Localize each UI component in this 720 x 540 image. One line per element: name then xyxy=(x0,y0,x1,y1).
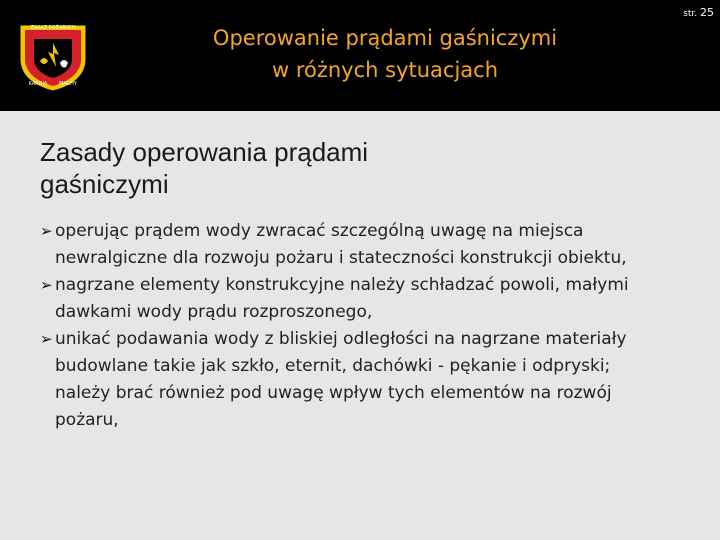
slide-header xyxy=(0,0,720,111)
page-number xyxy=(683,6,714,19)
page-prefix: str. xyxy=(683,9,698,19)
bullet-list xyxy=(40,218,640,434)
slide-title xyxy=(150,22,620,86)
logo-top-text: ZWIĄZ POŻARYCH xyxy=(30,25,76,31)
bullet-text: unikać podawania wody z bliskiej odległości na nagrzane materiały budowlane takie jak szkło, eternit, dachówki - pękanie i odpryski; należy brać również pod uwagę wpływ tych elementów na rozwój pożaru, xyxy=(55,329,627,430)
bullet-item xyxy=(40,272,640,326)
logo-bottom-right-text: MACHY xyxy=(59,81,77,87)
arrowhead-icon: ➢ xyxy=(40,330,53,348)
bullet-item xyxy=(40,326,640,434)
slide-title-line1: Operowanie prądami gaśniczymi xyxy=(212,26,558,50)
section-heading xyxy=(40,136,540,200)
page-number-value: 25 xyxy=(700,6,714,19)
arrowhead-icon: ➢ xyxy=(40,276,53,294)
fire-brigade-logo xyxy=(14,19,92,93)
slide-title-line2: w różnych sytuacjach xyxy=(271,58,499,82)
logo-bottom-left-text: KARNIA xyxy=(28,81,48,87)
bullet-text: nagrzane elementy konstrukcyjne należy schładzać powoli, małymi dawkami wody prądu rozproszonego, xyxy=(55,275,629,322)
section-heading-line2: gaśniczymi xyxy=(40,169,169,199)
bullet-text: operując prądem wody zwracać szczególną uwagę na miejsca newralgiczne dla rozwoju pożaru i stateczności konstrukcji obiektu, xyxy=(55,221,627,268)
section-heading-line1: Zasady operowania prądami xyxy=(40,137,369,167)
bullet-item xyxy=(40,218,640,272)
arrowhead-icon: ➢ xyxy=(40,222,53,240)
